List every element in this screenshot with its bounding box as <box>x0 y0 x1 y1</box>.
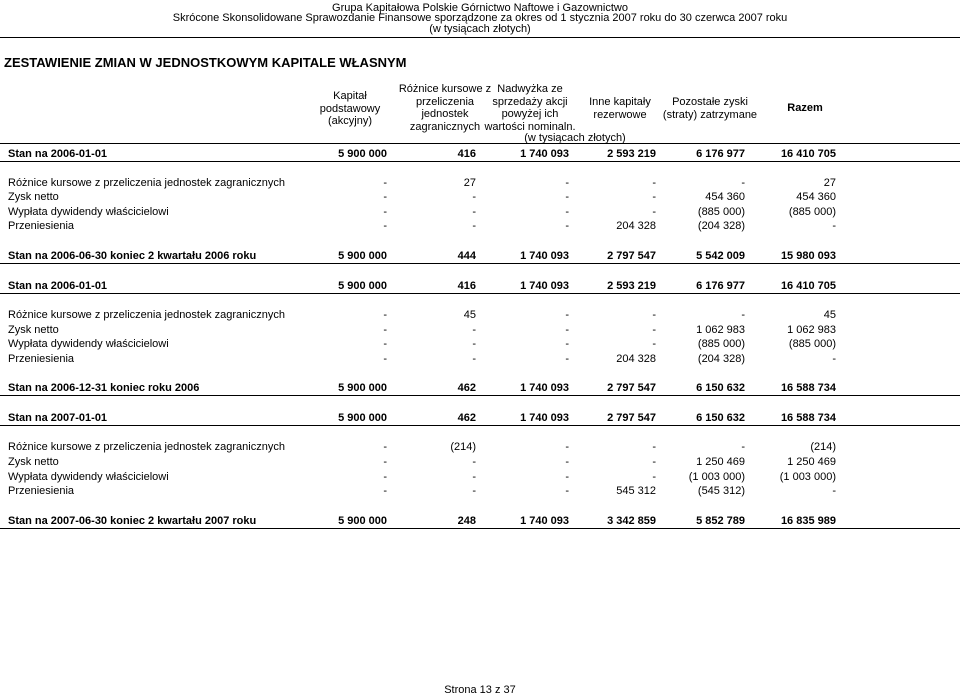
row-label: Przeniesienia <box>8 220 75 232</box>
row-value: - <box>832 353 836 365</box>
row-value: - <box>472 338 476 350</box>
column-header-c5 <box>650 96 770 121</box>
row-value: 2 797 547 <box>607 412 656 424</box>
row-rule <box>0 263 960 264</box>
row-value: - <box>652 309 656 321</box>
row-value: 248 <box>457 515 476 527</box>
row-value: (214) <box>450 441 476 453</box>
row-value: - <box>741 177 745 189</box>
row-label: Wypłata dywidendy właścicielowi <box>8 338 169 350</box>
row-value: - <box>383 456 387 468</box>
row-value: (885 000) <box>788 338 836 350</box>
movement-row <box>0 190 960 204</box>
balance-row <box>0 147 960 161</box>
row-value: - <box>832 220 836 232</box>
row-value: 6 150 632 <box>696 412 745 424</box>
row-value: - <box>741 441 745 453</box>
row-value: 1 740 093 <box>520 280 569 292</box>
row-value: - <box>472 220 476 232</box>
row-value: - <box>383 338 387 350</box>
movement-row <box>0 308 960 322</box>
row-value: - <box>565 485 569 497</box>
row-value: - <box>565 206 569 218</box>
row-value: 1 740 093 <box>520 250 569 262</box>
movement-row <box>0 440 960 454</box>
row-value: - <box>565 220 569 232</box>
row-value: (545 312) <box>697 485 745 497</box>
row-value: 5 900 000 <box>338 412 387 424</box>
row-value: 27 <box>463 177 476 189</box>
row-rule <box>0 395 960 396</box>
row-value: - <box>652 471 656 483</box>
row-label: Przeniesienia <box>8 353 75 365</box>
row-value: - <box>383 324 387 336</box>
column-header-line: (straty) zatrzymane <box>662 108 758 121</box>
column-header-line: Kapitał <box>333 90 367 102</box>
balance-row <box>0 514 960 528</box>
column-header-line: (akcyjny) <box>327 115 372 127</box>
row-label: Różnice kursowe z przeliczenia jednostek zagranicznych <box>8 441 285 453</box>
row-value: 1 062 983 <box>696 324 745 336</box>
row-value: 5 900 000 <box>338 515 387 527</box>
row-value: 16 588 734 <box>780 382 836 394</box>
row-value: - <box>652 338 656 350</box>
row-value: - <box>652 456 656 468</box>
row-value: 1 740 093 <box>520 382 569 394</box>
row-value: 5 900 000 <box>338 148 387 160</box>
row-label: Zysk netto <box>8 191 59 203</box>
column-header-line: powyżej ich <box>501 108 559 120</box>
movement-row <box>0 484 960 498</box>
row-value: 6 176 977 <box>696 280 745 292</box>
row-label: Stan na 2006-12-31 koniec roku 2006 <box>8 382 200 394</box>
row-value: - <box>472 485 476 497</box>
row-value: (885 000) <box>697 338 745 350</box>
row-value: - <box>832 485 836 497</box>
row-value: 462 <box>457 382 476 394</box>
row-label: Wypłata dywidendy właścicielowi <box>8 206 169 218</box>
page-number: Strona 13 z 37 <box>444 684 516 696</box>
row-value: - <box>565 177 569 189</box>
movement-row <box>0 176 960 190</box>
row-value: - <box>472 353 476 365</box>
row-value: - <box>565 441 569 453</box>
column-header-rule <box>0 143 960 144</box>
row-value: 3 342 859 <box>607 515 656 527</box>
row-value: 16 835 989 <box>780 515 836 527</box>
row-label: Różnice kursowe z przeliczenia jednostek zagranicznych <box>8 309 285 321</box>
row-value: - <box>652 177 656 189</box>
row-value: 2 797 547 <box>607 382 656 394</box>
row-value: 2 797 547 <box>607 250 656 262</box>
row-value: (885 000) <box>788 206 836 218</box>
row-value: 45 <box>463 309 476 321</box>
row-value: 454 360 <box>796 191 836 203</box>
row-value: 5 900 000 <box>338 382 387 394</box>
column-header-line: Różnice kursowe z <box>398 83 492 95</box>
row-value: (885 000) <box>697 206 745 218</box>
row-label: Zysk netto <box>8 456 59 468</box>
row-value: - <box>383 191 387 203</box>
column-header-c1 <box>305 90 395 128</box>
balance-row <box>0 249 960 263</box>
column-header-line: rezerwowe <box>593 108 647 121</box>
row-value: - <box>565 353 569 365</box>
row-value: - <box>383 309 387 321</box>
row-value: 15 980 093 <box>780 250 836 262</box>
row-label: Zysk netto <box>8 324 59 336</box>
report-header-company: Grupa Kapitałowa Polskie Górnictwo Naftowe i Gazownictwo <box>332 2 628 14</box>
row-value: 16 410 705 <box>780 280 836 292</box>
row-value: 545 312 <box>616 485 656 497</box>
movement-row <box>0 323 960 337</box>
movement-row <box>0 455 960 469</box>
column-header-line: jednostek <box>421 108 469 120</box>
row-rule <box>0 161 960 162</box>
row-label: Stan na 2006-06-30 koniec 2 kwartału 2006 roku <box>8 250 257 262</box>
row-value: (204 328) <box>697 353 745 365</box>
column-header-line: sprzedaży akcji <box>492 95 568 108</box>
row-value: - <box>565 324 569 336</box>
row-value: 5 542 009 <box>696 250 745 262</box>
row-value: - <box>383 353 387 365</box>
row-value: - <box>565 309 569 321</box>
row-value: - <box>652 324 656 336</box>
row-value: 416 <box>457 280 476 292</box>
row-value: - <box>741 309 745 321</box>
column-header-line: Razem <box>787 102 823 114</box>
row-value: 204 328 <box>616 353 656 365</box>
report-header-unit: (w tysiącach złotych) <box>429 23 531 35</box>
movement-row <box>0 337 960 351</box>
row-value: - <box>472 191 476 203</box>
row-value: 1 062 983 <box>787 324 836 336</box>
column-header-line: podstawowy <box>319 102 381 115</box>
row-value: - <box>472 324 476 336</box>
row-label: Stan na 2006-01-01 <box>8 280 108 292</box>
balance-row <box>0 279 960 293</box>
row-value: 45 <box>823 309 836 321</box>
row-value: - <box>472 456 476 468</box>
row-value: - <box>652 206 656 218</box>
row-value: 1 740 093 <box>520 412 569 424</box>
row-value: - <box>652 191 656 203</box>
row-value: 2 593 219 <box>607 280 656 292</box>
movement-row <box>0 470 960 484</box>
column-header-c6 <box>760 102 850 115</box>
row-rule <box>0 528 960 529</box>
row-label: Wypłata dywidendy właścicielowi <box>8 471 169 483</box>
row-value: 444 <box>457 250 476 262</box>
column-header-line: przeliczenia <box>415 95 475 108</box>
row-value: 16 410 705 <box>780 148 836 160</box>
row-value: 204 328 <box>616 220 656 232</box>
row-value: - <box>472 471 476 483</box>
row-value: (1 003 000) <box>688 471 745 483</box>
row-value: - <box>652 441 656 453</box>
row-value: - <box>383 177 387 189</box>
row-value: (204 328) <box>697 220 745 232</box>
row-label: Stan na 2007-01-01 <box>8 412 108 424</box>
balance-row <box>0 381 960 395</box>
row-value: - <box>565 338 569 350</box>
row-value: - <box>383 206 387 218</box>
row-value: 6 150 632 <box>696 382 745 394</box>
column-header-line: Pozostałe zyski <box>672 96 748 108</box>
row-value: (1 003 000) <box>779 471 836 483</box>
row-value: - <box>565 471 569 483</box>
row-value: 5 852 789 <box>696 515 745 527</box>
row-value: - <box>472 206 476 218</box>
row-value: 2 593 219 <box>607 148 656 160</box>
row-value: (214) <box>810 441 836 453</box>
balance-row <box>0 411 960 425</box>
column-header-line: zagranicznych <box>409 120 481 133</box>
row-value: - <box>383 485 387 497</box>
row-value: 5 900 000 <box>338 280 387 292</box>
page-title: ZESTAWIENIE ZMIAN W JEDNOSTKOWYM KAPITALE WŁASNYM <box>4 55 407 70</box>
row-rule <box>0 425 960 426</box>
column-header-line: Inne kapitały <box>589 96 651 108</box>
row-value: 27 <box>823 177 836 189</box>
row-value: 6 176 977 <box>696 148 745 160</box>
movement-row <box>0 352 960 366</box>
row-value: 1 250 469 <box>787 456 836 468</box>
row-value: - <box>383 220 387 232</box>
row-value: 462 <box>457 412 476 424</box>
header-rule <box>0 37 960 38</box>
column-header-line: Nadwyżka ze <box>497 83 563 95</box>
report-header-description: Skrócone Skonsolidowane Sprawozdanie Finansowe sporządzone za okres od 1 stycznia 2007 roku do 30 czerwca 2007 roku <box>172 12 788 24</box>
row-value: 1 250 469 <box>696 456 745 468</box>
movement-row <box>0 205 960 219</box>
row-label: Stan na 2007-06-30 koniec 2 kwartału 2007 roku <box>8 515 257 527</box>
row-value: 1 740 093 <box>520 148 569 160</box>
row-value: 454 360 <box>705 191 745 203</box>
row-value: 5 900 000 <box>338 250 387 262</box>
row-label: Przeniesienia <box>8 485 75 497</box>
row-value: 16 588 734 <box>780 412 836 424</box>
row-value: - <box>565 456 569 468</box>
row-label: Różnice kursowe z przeliczenia jednostek zagranicznych <box>8 177 285 189</box>
column-header-line: wartości nominaln. <box>484 120 576 133</box>
row-value: - <box>383 471 387 483</box>
unit-note: (w tysiącach złotych) <box>524 132 626 144</box>
row-rule <box>0 293 960 294</box>
row-value: - <box>383 441 387 453</box>
movement-row <box>0 219 960 233</box>
row-value: 416 <box>457 148 476 160</box>
row-value: 1 740 093 <box>520 515 569 527</box>
row-label: Stan na 2006-01-01 <box>8 148 108 160</box>
row-value: - <box>565 191 569 203</box>
